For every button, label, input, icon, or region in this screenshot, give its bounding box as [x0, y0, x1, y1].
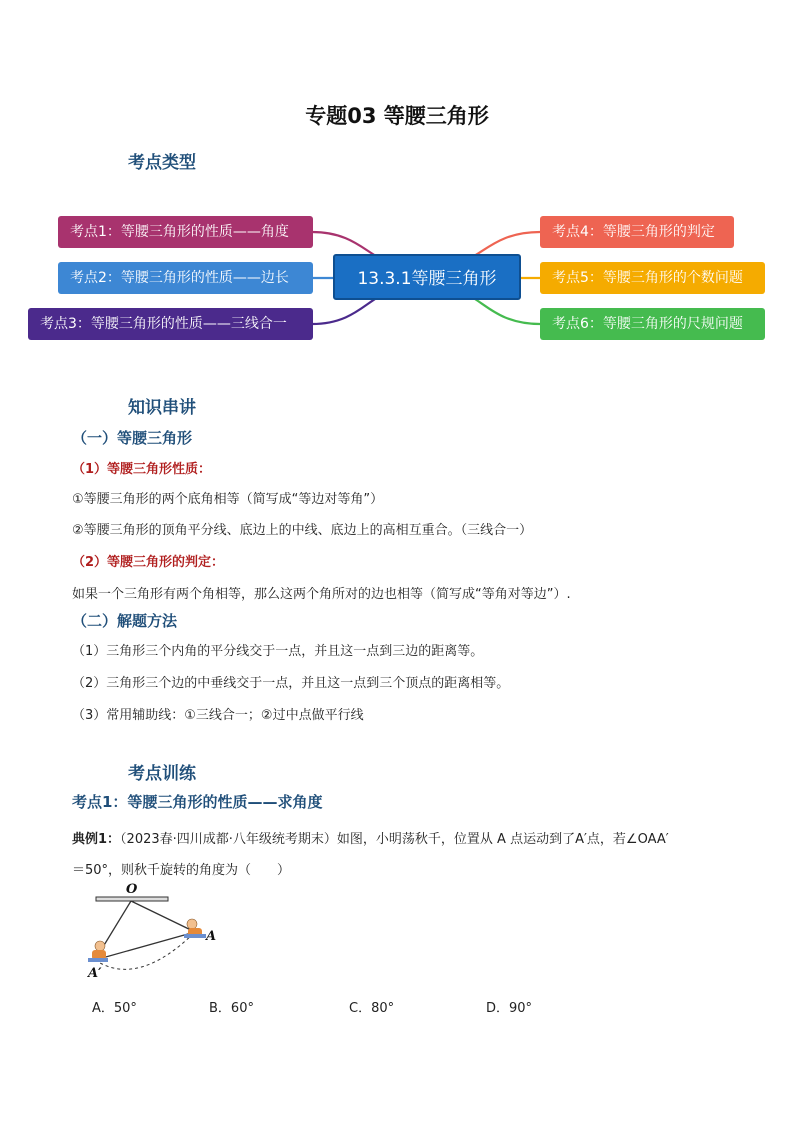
mindmap-node-kaodian-1: 考点1：等腰三角形的性质——角度	[58, 216, 313, 248]
text-line: ②等腰三角形的顶角平分线、底边上的中线、底边上的高相互重合。（三线合一）	[72, 523, 533, 538]
rope-oa	[131, 901, 195, 932]
text-line: 如果一个三角形有两个角相等，那么这两个角所对的边也相等（简写成“等角对等边”）.	[72, 587, 571, 602]
option-c[interactable]: C．80°	[349, 1001, 395, 1016]
option-a[interactable]: A．50°	[92, 1001, 137, 1016]
section-heading-zhishi-chuanjiang: 知识串讲	[128, 398, 196, 418]
swing-arc	[95, 932, 195, 969]
section-heading-kaodian-xunlian: 考点训练	[128, 764, 196, 784]
label-a-prime: A′	[88, 966, 102, 981]
subheading-xingzhi: （1）等腰三角形性质：	[72, 462, 212, 477]
mindmap-node-kaodian-2: 考点2：等腰三角形的性质——边长	[58, 262, 313, 294]
example-line-1	[72, 828, 669, 847]
mindmap-node-kaodian-3: 考点3：等腰三角形的性质——三线合一	[28, 308, 313, 340]
label-o: O	[126, 882, 138, 897]
label-a: A	[206, 929, 217, 944]
mindmap-node-kaodian-4: 考点4：等腰三角形的判定	[540, 216, 734, 248]
example-label: 典例1：	[72, 832, 121, 847]
subheading-dengyao-sanjiaoxing: （一）等腰三角形	[72, 429, 193, 447]
mindmap-node-kaodian-5: 考点5：等腰三角形的个数问题	[540, 262, 765, 294]
text-line: （3）常用辅助线：①三线合一；②过中点做平行线	[72, 708, 364, 723]
subheading-panding: （2）等腰三角形的判定：	[72, 555, 225, 570]
subheading-jieti-fangfa: （二）解题方法	[72, 612, 178, 630]
mindmap-node-kaodian-6: 考点6：等腰三角形的尺规问题	[540, 308, 765, 340]
option-d[interactable]: D．90°	[486, 1001, 533, 1016]
page-title: 专题03 等腰三角形	[305, 104, 489, 128]
swing-figure	[78, 878, 228, 983]
option-b[interactable]: B．60°	[209, 1001, 254, 1016]
example-line-2: ＝50°，则秋千旋转的角度为（ ）	[72, 863, 291, 878]
kaodian-1-heading: 考点1：等腰三角形的性质——求角度	[72, 793, 323, 811]
mindmap-center-node: 13.3.1等腰三角形	[333, 254, 521, 300]
example-source: （2023春·四川成都·八年级统考期末）	[120, 832, 337, 847]
example-text: 如图，小明荡秋千，位置从 A 点运动到了A′点，若∠OAA′	[336, 832, 669, 847]
section-heading-kaodian-leixing: 考点类型	[128, 153, 196, 173]
text-line: （1）三角形三个内角的平分线交于一点，并且这一点到三边的距离等。	[72, 644, 484, 659]
text-line: ①等腰三角形的两个底角相等（简写成“等边对等角”）	[72, 492, 384, 507]
swing-beam	[96, 897, 168, 901]
text-line: （2）三角形三个边的中垂线交于一点，并且这一点到三个顶点的距离相等。	[72, 676, 510, 691]
